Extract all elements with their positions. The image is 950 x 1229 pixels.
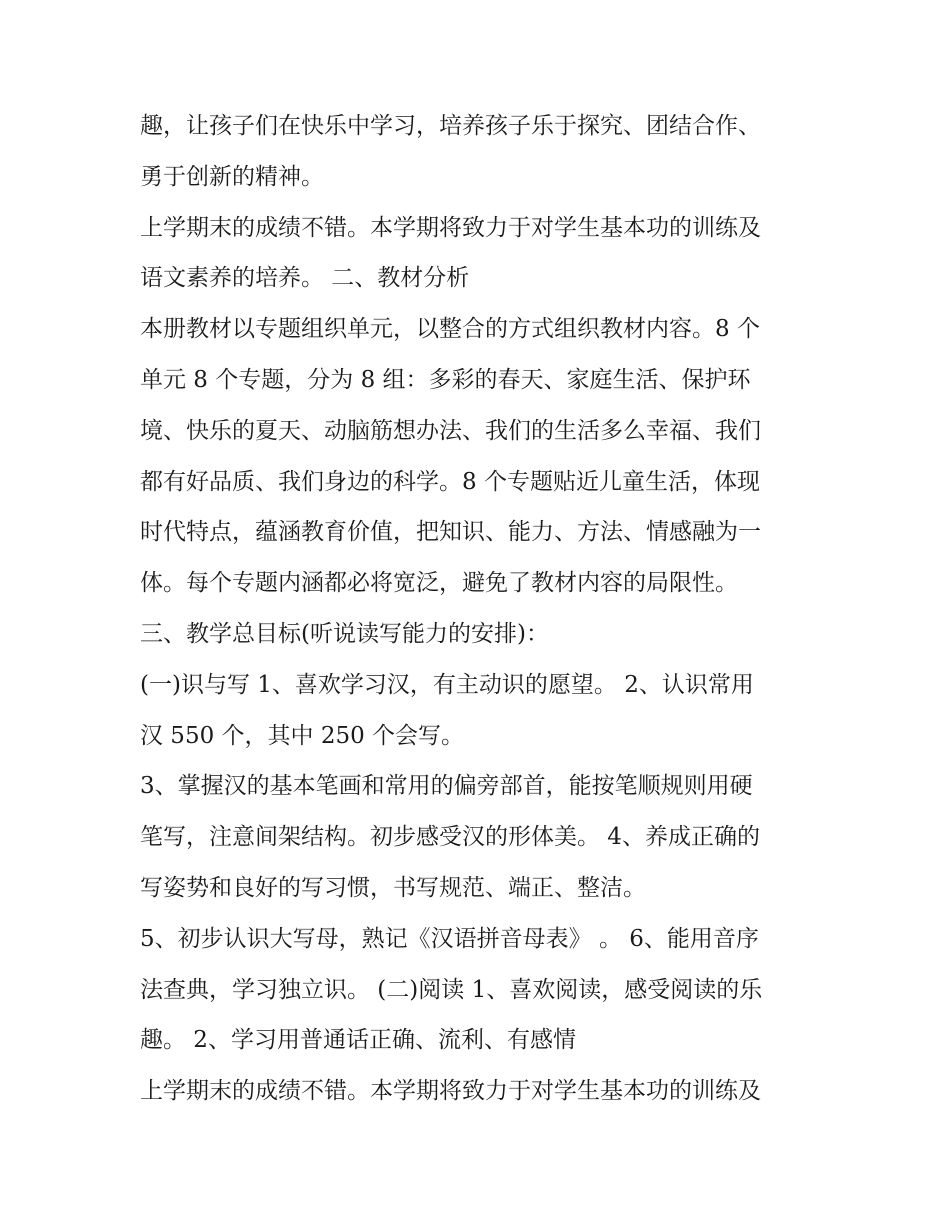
body-text bbox=[140, 101, 820, 1117]
text-line: 三、教学总目标(听说读写能力的安排)： bbox=[140, 620, 549, 647]
text-line: 时代特点，蕴涵教育价值，把知识、能力、方法、情感融为一 bbox=[140, 519, 761, 546]
text-line: 语文素养的培养。 二、教材分析 bbox=[140, 265, 470, 292]
text-line: (一)识与写 1、喜欢学习汉，有主动识的愿望。 2、认识常用 bbox=[140, 671, 754, 698]
text-line: 境、快乐的夏天、动脑筋想办法、我们的生活多么幸福、我们 bbox=[140, 417, 761, 444]
text-line: 趣。 2、学习用普通话正确、流利、有感情 bbox=[140, 1027, 576, 1054]
text-line: 法查典，学习独立识。 (二)阅读 1、喜欢阅读，感受阅读的乐 bbox=[140, 976, 763, 1003]
text-line: 本册教材以专题组织单元，以整合的方式组织教材内容。8 个 bbox=[140, 316, 760, 343]
text-line: 汉 550 个，其中 250 个会写。 bbox=[140, 722, 465, 749]
text-line: 趣，让孩子们在快乐中学习，培养孩子乐于探究、团结合作、 bbox=[140, 113, 761, 139]
text-line: 5、初步认识大写母，熟记《汉语拼音母表》 。 6、能用音序 bbox=[140, 925, 759, 952]
text-line: 勇于创新的精神。 bbox=[140, 163, 324, 190]
text-line: 单元 8 个专题，分为 8 组：多彩的春天、家庭生活、保护环 bbox=[140, 366, 751, 393]
text-line: 写姿势和良好的写习惯，书写规范、端正、整洁。 bbox=[140, 874, 646, 901]
text-line: 3、掌握汉的基本笔画和常用的偏旁部首，能按笔顺规则用硬 bbox=[140, 773, 753, 800]
text-line: 都有好品质、我们身边的科学。8 个专题贴近儿童生活，体现 bbox=[140, 468, 760, 495]
text-line: 上学期末的成绩不错。本学期将致力于对学生基本功的训练及 bbox=[140, 214, 761, 241]
text-line: 上学期末的成绩不错。本学期将致力于对学生基本功的训练及 bbox=[140, 1078, 761, 1105]
text-line: 体。每个专题内涵都必将宽泛，避免了教材内容的局限性。 bbox=[140, 570, 738, 597]
text-line: 笔写，注意间架结构。初步感受汉的形体美。 4、养成正确的 bbox=[140, 824, 760, 851]
